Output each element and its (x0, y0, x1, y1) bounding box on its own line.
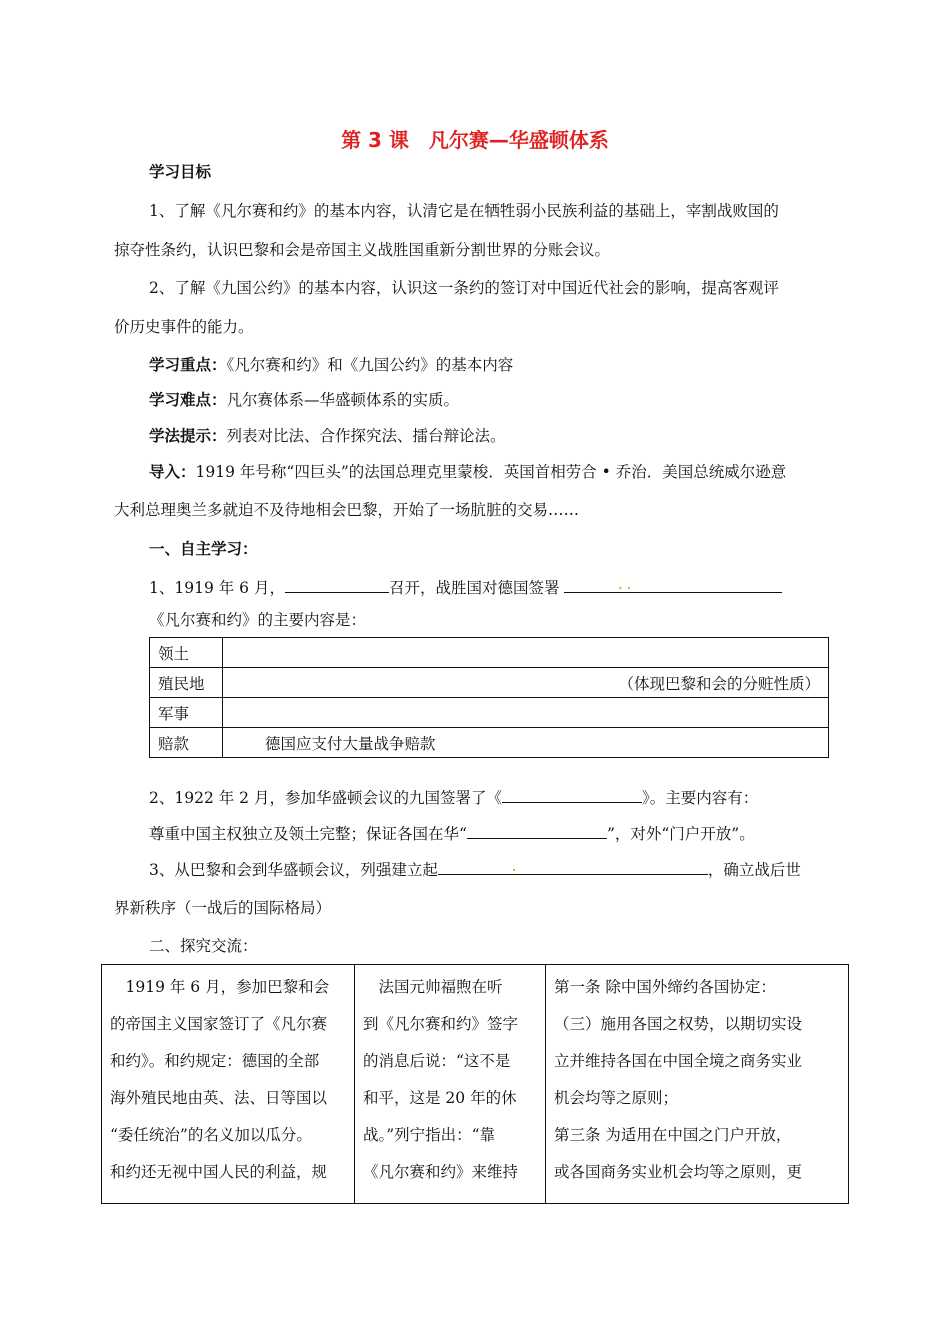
col2-line: 到《凡尔赛和约》签字 (363, 1015, 519, 1033)
key-points-text: 《凡尔赛和约》和《九国公约》的基本内容 (226, 356, 514, 374)
difficulty (149, 390, 459, 410)
col3-line: 立并维持各国在中国全境之商务实业 (554, 1052, 803, 1070)
q2-blank-2[interactable] (467, 823, 607, 839)
table-row (150, 668, 829, 698)
q1-blank-2[interactable] (564, 577, 782, 593)
q1-pre: 1、1919 年 6 月， (149, 579, 285, 597)
q1-blank-1[interactable] (285, 577, 389, 593)
difficulty-text: 凡尔赛体系—华盛顿体系的实质。 (226, 391, 460, 409)
question-3-line-1 (149, 859, 801, 880)
intro-line-2: 大利总理奥兰多就迫不及待地相会巴黎，开始了一场肮脏的交易…… (114, 501, 580, 519)
col2-line: 法国元帅福煦在听 (363, 978, 503, 996)
col1-line: 海外殖民地由英、法、日等国以 (110, 1089, 328, 1107)
col1-line: 的帝国主义国家签订了《凡尔赛 (110, 1015, 328, 1033)
q2-line2-post: ”，对外“门户开放”。 (606, 825, 755, 843)
section1-heading: 一、自主学习： (149, 539, 258, 558)
question-3-line-2: 界新秩序（一战后的国际格局） (114, 899, 332, 917)
col3-line: 或各国商务实业机会均等之原则，更 (554, 1163, 803, 1181)
q3-mark-dot: . (511, 860, 517, 874)
col3-line: 第三条 为适用在中国之门户开放， (554, 1126, 792, 1144)
objectives-heading: 学习目标 (149, 162, 212, 181)
intro-label: 导入： (149, 462, 196, 481)
versailles-content-table (149, 637, 829, 758)
row-value: 德国应支付大量战争赔款 (223, 728, 829, 758)
question-2-line-2 (149, 823, 755, 844)
explore-col-2 (355, 965, 546, 1204)
col2-line: 的消息后说：“这不是 (363, 1052, 511, 1070)
question-2-line-1 (149, 787, 758, 808)
row-key: 赔款 (150, 728, 223, 758)
key-points (149, 355, 513, 375)
row-key: 殖民地 (150, 668, 223, 698)
versailles-heading: 《凡尔赛和约》的主要内容是： (149, 611, 367, 629)
table-row (150, 728, 829, 758)
methods (149, 426, 506, 446)
col1-line: “委任统治”的名义加以瓜分。 (110, 1126, 312, 1144)
col2-line: 和平，这是 20 年的休 (363, 1089, 517, 1107)
q3-blank[interactable] (438, 859, 708, 875)
key-points-label: 学习重点： (149, 355, 227, 374)
q1-mark-dots: . . (618, 578, 631, 592)
table-row (150, 698, 829, 728)
row-value (223, 638, 829, 668)
q2-line1-post: 》。主要内容有： (641, 789, 759, 807)
col2-line: 战。”列宁指出：“靠 (363, 1126, 496, 1144)
q3-post: ，确立战后世 (707, 861, 801, 879)
q2-line2-pre: 尊重中国主权独立及领土完整；保证各国在华“ (149, 825, 467, 843)
objective-line-2: 掠夺性条约，认识巴黎和会是帝国主义战胜国重新分割世界的分账会议。 (114, 241, 611, 259)
section2-heading: 二、探究交流： (149, 937, 258, 955)
objective-line-3: 2、了解《九国公约》的基本内容，认识这一条约的签订对中国近代社会的影响，提高客观评 (149, 279, 779, 297)
methods-label: 学法提示： (149, 426, 227, 445)
col2-line: 《凡尔赛和约》来维持 (363, 1163, 519, 1181)
row-value (223, 698, 829, 728)
row-key: 领土 (150, 638, 223, 668)
question-1 (149, 577, 782, 598)
intro (149, 462, 786, 482)
col1-line: 和约还无视中国人民的利益，规 (110, 1163, 328, 1181)
q1-mid: 召开，战胜国对德国签署 (388, 579, 560, 597)
explore-table (101, 964, 849, 1204)
methods-text: 列表对比法、合作探究法、擂台辩论法。 (226, 427, 506, 445)
intro-line-1: 1919 年号称“四巨头”的法国总理克里蒙梭．英国首相劳合 • 乔治．美国总统威尔逊意 (195, 463, 787, 481)
table-row (150, 638, 829, 668)
q3-pre: 3、从巴黎和会到华盛顿会议，列强建立起 (149, 861, 438, 879)
q2-line1-pre: 2、1922 年 2 月，参加华盛顿会议的九国签署了《 (149, 789, 502, 807)
col1-line: 1919 年 6 月，参加巴黎和会 (110, 978, 330, 996)
row-value: （体现巴黎和会的分赃性质） (223, 668, 829, 698)
col3-line: （三）施用各国之权势，以期切实设 (554, 1015, 803, 1033)
explore-col-1 (102, 965, 355, 1204)
explore-col-3 (546, 965, 849, 1204)
table-row (102, 965, 849, 1204)
objective-line-4: 价历史事件的能力。 (114, 318, 254, 336)
page-title: 第 3 课 凡尔赛—华盛顿体系 (341, 128, 609, 152)
col3-line: 第一条 除中国外缔约各国协定： (554, 978, 776, 996)
row-key: 军事 (150, 698, 223, 728)
objective-line-1: 1、了解《凡尔赛和约》的基本内容，认清它是在牺牲弱小民族利益的基础上，宰割战败国的 (149, 202, 779, 220)
difficulty-label: 学习难点： (149, 390, 227, 409)
col3-line: 机会均等之原则； (554, 1089, 679, 1107)
col1-line: 和约》。和约规定：德国的全部 (110, 1052, 320, 1070)
q2-blank-1[interactable] (502, 787, 642, 803)
